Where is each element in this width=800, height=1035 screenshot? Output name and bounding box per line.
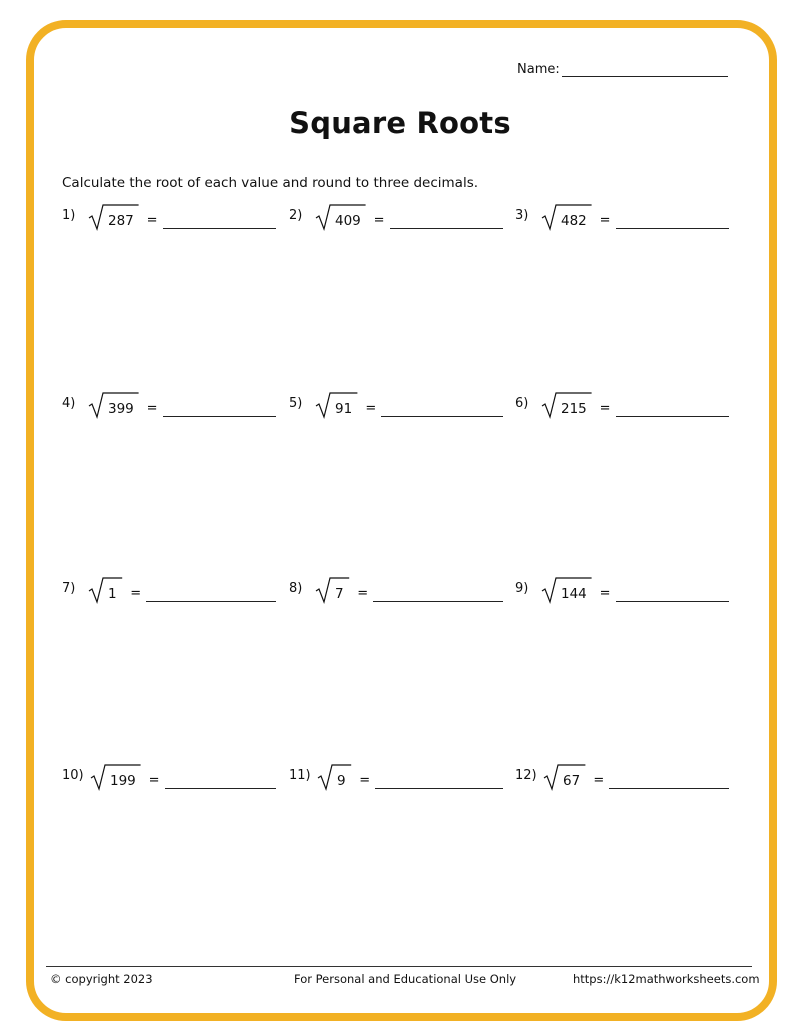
name-label: Name: bbox=[517, 62, 560, 77]
answer-blank[interactable] bbox=[616, 601, 729, 602]
problem-number: 4) bbox=[62, 396, 76, 411]
problem-number: 10) bbox=[62, 768, 84, 783]
problem-number: 8) bbox=[289, 581, 303, 596]
footer-divider bbox=[46, 966, 752, 967]
equals-sign: = bbox=[130, 586, 142, 601]
equals-sign: = bbox=[148, 773, 160, 788]
instructions: Calculate the root of each value and round to three decimals. bbox=[62, 175, 479, 191]
problem-number: 2) bbox=[289, 208, 303, 223]
answer-blank[interactable] bbox=[616, 416, 729, 417]
equals-sign: = bbox=[359, 773, 371, 788]
answer-blank[interactable] bbox=[163, 416, 276, 417]
problem-number: 12) bbox=[515, 768, 537, 783]
problem-number: 6) bbox=[515, 396, 529, 411]
equals-sign: = bbox=[599, 213, 611, 228]
name-field bbox=[517, 62, 728, 77]
equals-sign: = bbox=[146, 213, 158, 228]
problem-item bbox=[62, 208, 276, 234]
square-root-symbol bbox=[317, 762, 351, 792]
problem-number: 11) bbox=[289, 768, 311, 783]
page-border bbox=[26, 20, 777, 1021]
problem-number: 3) bbox=[515, 208, 529, 223]
page-title: Square Roots bbox=[289, 106, 511, 140]
radicand-value: 287 bbox=[108, 213, 134, 229]
name-input-line[interactable] bbox=[562, 62, 728, 77]
problem-item bbox=[289, 581, 503, 607]
radicand-value: 9 bbox=[337, 773, 346, 789]
answer-blank[interactable] bbox=[375, 788, 503, 789]
answer-blank[interactable] bbox=[609, 788, 729, 789]
equals-sign: = bbox=[146, 401, 158, 416]
answer-blank[interactable] bbox=[381, 416, 503, 417]
equals-sign: = bbox=[599, 586, 611, 601]
footer-copyright: © copyright 2023 bbox=[50, 972, 153, 986]
radicand-value: 67 bbox=[563, 773, 581, 789]
problem-number: 1) bbox=[62, 208, 76, 223]
problem-item bbox=[62, 581, 276, 607]
radicand-value: 399 bbox=[108, 401, 134, 417]
problem-item bbox=[289, 396, 503, 422]
equals-sign: = bbox=[593, 773, 605, 788]
radicand-value: 215 bbox=[561, 401, 587, 417]
answer-blank[interactable] bbox=[616, 228, 729, 229]
equals-sign: = bbox=[599, 401, 611, 416]
equals-sign: = bbox=[373, 213, 385, 228]
square-root-symbol bbox=[315, 575, 349, 605]
problem-number: 9) bbox=[515, 581, 529, 596]
problem-item bbox=[515, 208, 729, 234]
answer-blank[interactable] bbox=[165, 788, 276, 789]
radicand-value: 409 bbox=[335, 213, 361, 229]
problem-item bbox=[62, 768, 276, 794]
answer-blank[interactable] bbox=[146, 601, 276, 602]
radicand-value: 144 bbox=[561, 586, 587, 602]
radicand-value: 1 bbox=[108, 586, 117, 602]
equals-sign: = bbox=[365, 401, 377, 416]
footer-website: https://k12mathworksheets.com bbox=[573, 972, 760, 986]
problem-item bbox=[515, 581, 729, 607]
problem-item bbox=[289, 208, 503, 234]
problem-item bbox=[289, 768, 503, 794]
answer-blank[interactable] bbox=[390, 228, 503, 229]
problem-item bbox=[515, 396, 729, 422]
answer-blank[interactable] bbox=[373, 601, 503, 602]
radicand-value: 482 bbox=[561, 213, 587, 229]
problem-item bbox=[515, 768, 729, 794]
problem-number: 7) bbox=[62, 581, 76, 596]
square-root-symbol bbox=[88, 575, 122, 605]
footer-usage: For Personal and Educational Use Only bbox=[294, 972, 517, 986]
problem-item bbox=[62, 396, 276, 422]
answer-blank[interactable] bbox=[163, 228, 276, 229]
equals-sign: = bbox=[357, 586, 369, 601]
problem-number: 5) bbox=[289, 396, 303, 411]
radicand-value: 91 bbox=[335, 401, 353, 417]
radicand-value: 199 bbox=[110, 773, 136, 789]
radicand-value: 7 bbox=[335, 586, 344, 602]
